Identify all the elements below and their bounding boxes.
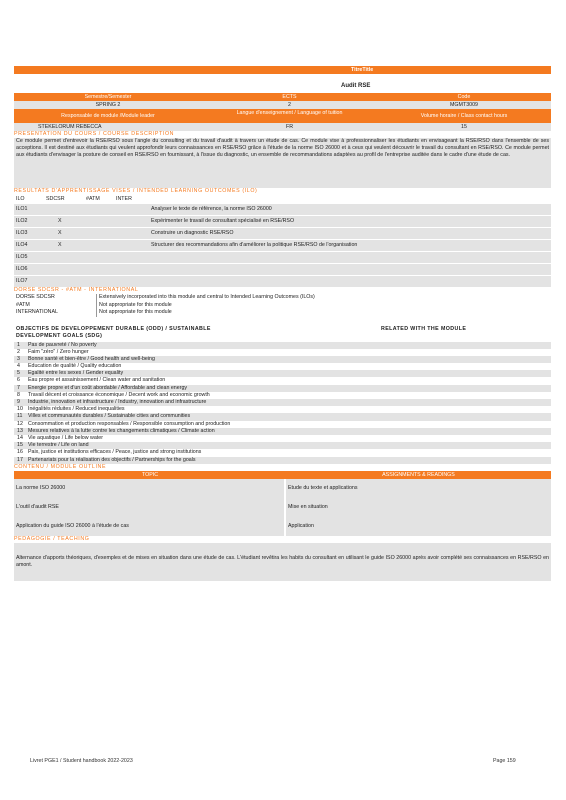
sdg-label: Bonne santé et bien-être / Good health and well-being <box>28 355 155 362</box>
header-values-row <box>14 101 551 109</box>
sdg-number: 6 <box>17 377 20 384</box>
table-row <box>14 302 551 310</box>
course-title-row <box>14 79 551 93</box>
assign-cell: Etude du texte et applications <box>286 479 551 498</box>
presentation-text: Ce module permet d'entrevoir la RSE/RSO sous l'angle du consulting et du travail d'audit à travers un étude de cas. Ce module vise à professionnaliser les étudiants en envisageant la RSE/RSO dans l'ensemble de ses acceptions. Il est destiné aux étudiants qui veulent approfondir leurs connaissances en RSE/RSO grâce à l'étude de la norme ISO 26000 et à ceux qui veulent découvrir le travail du consultant en RSE/RSO. Ce module permet aux étudiants d'envisager la posture de conseil en RSE/RSO en fournissant, à l'issue du diagnostic, un ensemble de recommandations adaptées au profil de l'entreprise auditée dans le cadre d'une étude de cas. <box>14 138 551 188</box>
ilo-col-inter: INTER <box>116 196 132 202</box>
list-item <box>14 428 551 435</box>
ilo-text: Structurer des recommandations afin d'améliorer la politique RSE/RSO de l'organisation <box>151 242 358 248</box>
sdg-number: 3 <box>17 355 20 362</box>
ilo-id: ILO7 <box>16 278 28 284</box>
ilo-mark <box>44 204 149 215</box>
ilo-mark: X <box>58 230 62 236</box>
sdg-number: 15 <box>17 442 23 449</box>
sdg-label: Travail décent et croissance économique / Decent work and economic growth <box>28 391 210 398</box>
table-row <box>14 479 551 498</box>
sdg-number: 10 <box>17 406 23 413</box>
sdg-number: 2 <box>17 348 20 355</box>
hours-value: 15 <box>461 124 467 130</box>
sdg-number: 16 <box>17 449 23 456</box>
table-row <box>14 517 551 536</box>
ilo-table <box>14 203 551 287</box>
sdg-number: 12 <box>17 420 23 427</box>
list-item <box>14 349 551 356</box>
topic-cell: L'outil d'audit RSE <box>14 498 284 517</box>
sdg-label: Paix, justice et institutions efficaces / Peace, justice and strong institutions <box>28 449 202 456</box>
contents-table <box>14 479 551 536</box>
table-row <box>14 227 551 239</box>
ects-value: 2 <box>288 102 291 108</box>
sdg-label: Mesures relatives à la lutte contre les changements climatiques / Climate action <box>28 427 215 434</box>
hours-label: Volume horaire / Class contact hours <box>420 113 508 119</box>
leader-label: Responsable de module /Module leader <box>61 113 155 119</box>
sdg-label: Vie aquatique / Life below water <box>28 434 103 441</box>
sdg-label: Villes et communautés durables / Sustainable cities and communities <box>28 413 191 420</box>
list-item <box>14 435 551 442</box>
sdg-header <box>14 326 551 342</box>
list-item <box>14 421 551 428</box>
sdg-label: Consommation et production responsables / Responsible consumption and production <box>28 420 231 427</box>
sdg-label: Inégalités réduites / Reduced inequalities <box>28 406 125 413</box>
ilo-id: ILO4 <box>16 242 28 248</box>
course-title: Audit RSE <box>341 83 371 89</box>
sdg-heading: OBJECTIFS DE DEVELOPPEMENT DURABLE (ODD) / SUSTAINABLE DEVELOPMENT GOALS (SDG) <box>16 325 211 339</box>
info-labels-row <box>14 109 551 123</box>
ilo-mark: X <box>58 242 62 248</box>
dorse-table <box>14 294 551 317</box>
assign-header: ASSIGNMENTS & READINGS <box>382 471 455 478</box>
sdg-number: 13 <box>17 427 23 434</box>
table-row <box>14 263 551 275</box>
ilo-text <box>149 264 551 275</box>
ilo-col-ilo: ILO <box>16 196 25 202</box>
pedagogy-text: Alternance d'apports théoriques, d'exemples et de mises en situation dans une étude de cas. L'étudiant revêtira les habits du consultant en utilisant le guide ISO 26000 après avoir complété ses connaissances en RSE/RSO en amont. <box>14 543 551 581</box>
dorse-label: #ATM <box>16 301 30 308</box>
table-row <box>14 215 551 227</box>
assign-cell: Mise en situation <box>286 498 551 517</box>
leader-value: STEKELORUM REBECCA <box>38 124 102 130</box>
ilo-id: ILO2 <box>16 218 28 224</box>
dorse-value: Extensively incorporated into this module and central to Intended Learning Outcomes (ILOs) <box>96 294 551 302</box>
ilo-mark <box>44 276 149 287</box>
dorse-label: DORSE SDCSR <box>16 294 55 300</box>
course-sheet <box>14 66 551 581</box>
pedagogy-heading: PEDAGOGIE / TEACHING <box>14 535 90 542</box>
sdg-label: Faim "zéro" / Zero hunger <box>28 348 89 355</box>
ilo-id: ILO1 <box>16 206 28 212</box>
list-item <box>14 413 551 420</box>
sdg-label: Pas de pauvreté / No poverty <box>28 341 97 348</box>
table-row <box>14 251 551 263</box>
sdg-number: 9 <box>17 399 20 405</box>
sdg-number: 14 <box>17 434 23 441</box>
sdg-related: RELATED WITH THE MODULE <box>381 325 467 332</box>
list-item <box>14 457 551 464</box>
sdg-label: Vie terrestre / Life on land <box>28 442 89 449</box>
ilo-columns <box>14 195 551 203</box>
list-item <box>14 399 551 406</box>
table-row <box>14 309 551 317</box>
sdg-number: 1 <box>17 341 20 348</box>
presentation-heading: PRESENTATION DU COURS / COURSE DESCRIPTION <box>14 131 175 137</box>
sdg-number: 5 <box>17 370 20 377</box>
list-item <box>14 442 551 449</box>
footer-left: Livret PGE1 / Student handbook 2022-2023 <box>30 758 133 764</box>
list-item <box>14 363 551 370</box>
semester-value: SPRING 2 <box>95 102 121 108</box>
list-item <box>14 406 551 413</box>
dorse-value: Not appropriate for this module <box>96 309 551 317</box>
ilo-mark <box>44 252 149 263</box>
ilo-heading: RESULTATS D'APPRENTISSAGE VISES / INTENDED LEARNING OUTCOMES (ILO) <box>14 188 258 194</box>
ilo-mark <box>44 264 149 275</box>
list-item <box>14 342 551 349</box>
code-value: MGMT3009 <box>450 102 478 108</box>
ilo-col-atm: #ATM <box>86 196 100 202</box>
title-bar <box>14 66 551 74</box>
language-value: FR <box>285 124 294 130</box>
list-item <box>14 385 551 392</box>
ilo-col-sdcsr: SDCSR <box>46 196 65 202</box>
ilo-id: ILO5 <box>16 254 28 260</box>
assign-cell: Application <box>286 517 551 536</box>
sdg-label: Industrie, innovation et infrastructure / Industry, innovation and infrastructure <box>28 399 207 405</box>
sdg-label: Education de qualité / Quality education <box>28 363 122 370</box>
sdg-number: 4 <box>17 363 20 370</box>
ilo-text <box>149 252 551 263</box>
table-row <box>14 275 551 287</box>
contents-header-row <box>14 471 551 479</box>
list-item <box>14 377 551 384</box>
list-item <box>14 370 551 377</box>
sdg-number: 17 <box>17 456 23 463</box>
info-values-row <box>14 123 551 131</box>
language-label: Langue d'enseignement / Language of tuition <box>236 110 343 116</box>
code-label: Code <box>457 94 471 100</box>
topic-cell: Application du guide ISO 26000 à l'étude de cas <box>14 517 284 536</box>
ilo-text: Expérimenter le travail de consultant spécialisé en RSE/RSO <box>151 218 295 224</box>
ilo-text <box>149 276 551 287</box>
sdg-list <box>14 342 551 464</box>
table-row <box>14 203 551 215</box>
ilo-text: Analyser le texte de référence, la norme ISO 26000 <box>151 206 272 212</box>
sdg-number: 11 <box>17 413 23 420</box>
table-row <box>14 239 551 251</box>
contents-heading: CONTENU / MODULE OUTLINE <box>14 463 107 470</box>
table-row <box>14 294 551 302</box>
header-labels-row <box>14 93 551 101</box>
list-item <box>14 449 551 456</box>
sdg-label: Eau propre et assainissement / Clean water and sanitation <box>28 377 166 384</box>
sdg-number: 8 <box>17 391 20 398</box>
table-row <box>14 498 551 517</box>
sdg-label: Partenariats pour la réalisation des objectifs / Partnerships for the goals <box>28 456 196 463</box>
sdg-number: 7 <box>17 384 20 391</box>
list-item <box>14 392 551 399</box>
list-item <box>14 356 551 363</box>
ilo-id: ILO3 <box>16 230 28 236</box>
ilo-text: Construire un diagnostic RSE/RSO <box>151 230 234 236</box>
title-bar-label: TitreTitle <box>351 67 374 73</box>
sdg-label: Energie propre et d'un coût abordable / Affordable and clean energy <box>28 384 188 391</box>
ilo-mark: X <box>58 218 62 224</box>
ects-label: ECTS <box>282 94 297 100</box>
dorse-label: INTERNATIONAL <box>16 309 58 315</box>
ilo-id: ILO6 <box>16 266 28 272</box>
dorse-heading: DORSE SDCSR - #ATM - INTERNATIONAL <box>14 287 139 293</box>
topic-cell: La norme ISO 26000 <box>14 479 284 498</box>
topic-header: TOPIC <box>141 471 159 478</box>
page-number: Page 159 <box>493 758 516 764</box>
semester-label: Semestre/Semester <box>84 94 132 100</box>
sdg-label: Egalité entre les sexes / Gender equality <box>28 370 124 377</box>
dorse-value: Not appropriate for this module <box>96 302 551 310</box>
